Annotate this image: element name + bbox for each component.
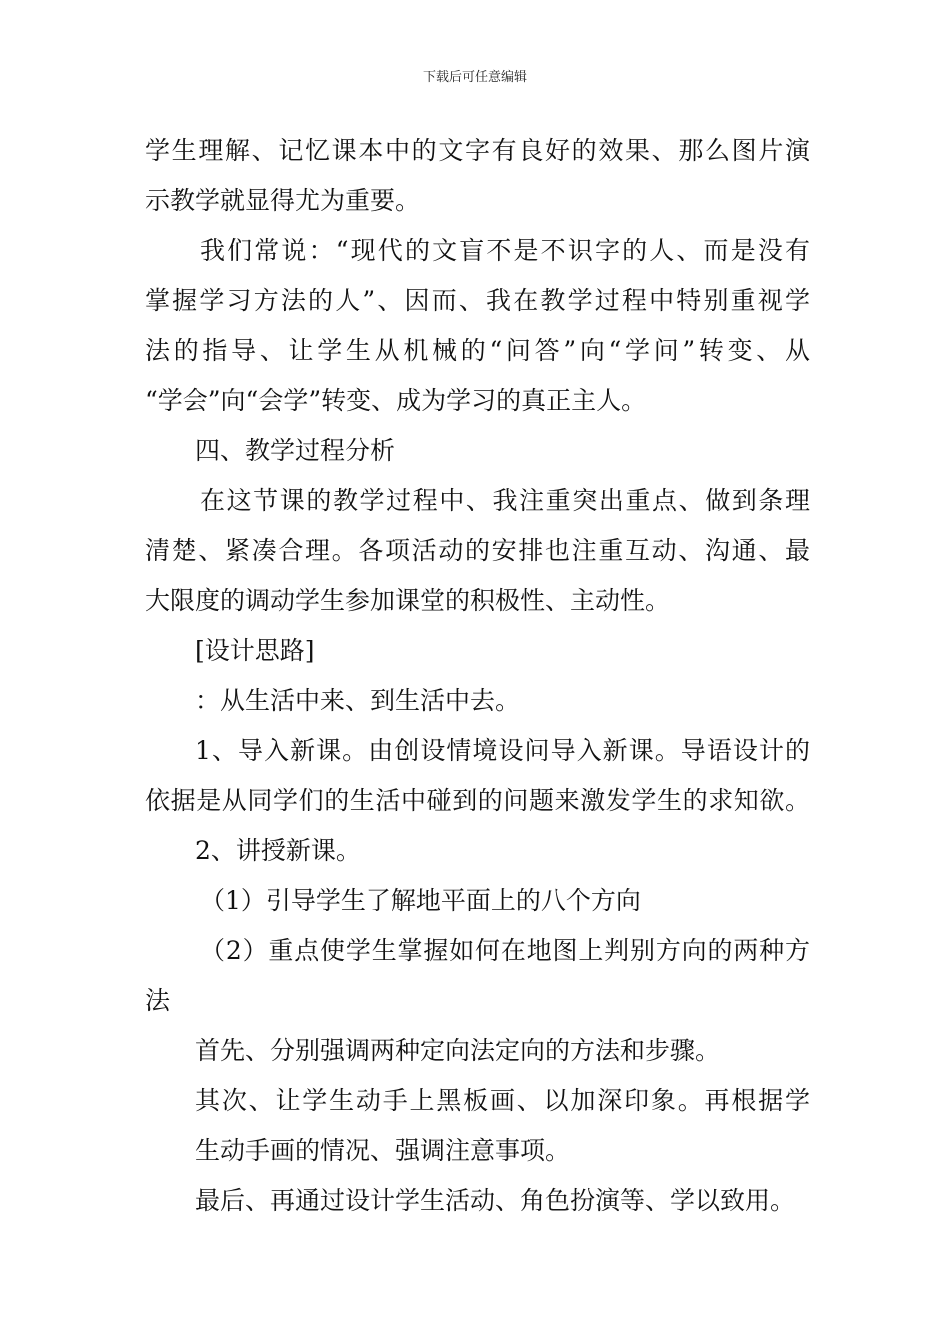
page-header-note: 下载后可任意编辑 bbox=[422, 70, 527, 85]
section-heading: 四、教学过程分析 bbox=[195, 436, 396, 465]
text-line: “学会”向“会学”转变、成为学习的真正主人。 bbox=[145, 386, 647, 415]
text-line: 掌握学习方法的人”、因而、我在教学过程中特别重视学 bbox=[145, 286, 810, 315]
text-line: 2、讲授新课。 bbox=[195, 836, 361, 865]
text-line: 其次、让学生动手上黑板画、以加深印象。再根据学 bbox=[195, 1086, 810, 1115]
text-line: 我们常说：“现代的文盲不是不识字的人、而是没有 bbox=[200, 236, 810, 265]
text-line: （2）重点使学生掌握如何在地图上判别方向的两种方 bbox=[200, 936, 810, 965]
text-line: 大限度的调动学生参加课堂的积极性、主动性。 bbox=[145, 586, 671, 615]
text-line: 首先、分别强调两种定向法定向的方法和步骤。 bbox=[195, 1036, 721, 1065]
text-line: 法 bbox=[145, 986, 171, 1015]
text-line: ：从生活中来、到生活中去。 bbox=[195, 686, 521, 715]
text-line: [设计思路] bbox=[195, 636, 315, 665]
text-line: 生动手画的情况、强调注意事项。 bbox=[195, 1136, 571, 1165]
text-line: （1）引导学生了解地平面上的八个方向 bbox=[200, 886, 641, 915]
text-line: 1、导入新课。由创设情境设问导入新课。导语设计的 bbox=[195, 736, 810, 765]
text-line: 在这节课的教学过程中、我注重突出重点、做到条理 bbox=[200, 486, 810, 515]
text-line: 最后、再通过设计学生活动、角色扮演等、学以致用。 bbox=[195, 1186, 796, 1215]
text-line: 示教学就显得尤为重要。 bbox=[145, 186, 421, 215]
document-body bbox=[145, 126, 810, 1226]
text-line: 清楚、紧凑合理。各项活动的安排也注重互动、沟通、最 bbox=[145, 536, 810, 565]
text-line: 法的指导、让学生从机械的“问答”向“学问”转变、从 bbox=[145, 336, 810, 365]
text-line: 依据是从同学们的生活中碰到的问题来激发学生的求知欲。 bbox=[145, 786, 810, 815]
text-line: 学生理解、记忆课本中的文字有良好的效果、那么图片演 bbox=[145, 136, 810, 165]
